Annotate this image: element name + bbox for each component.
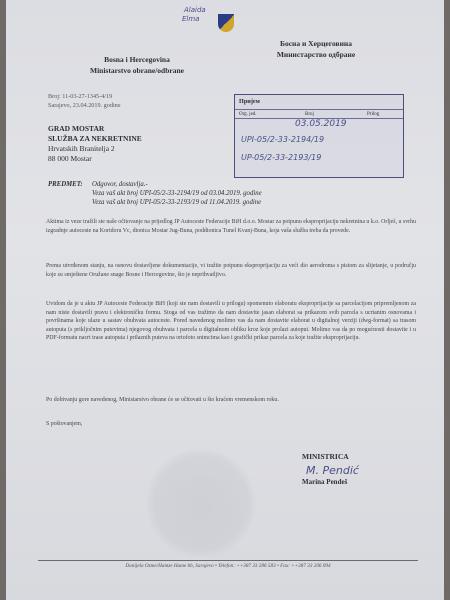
document-number: Broj: 11-03-27-1345-4/19 [48,93,113,100]
document-page [6,0,444,600]
stamp-col-c: Prilog [367,112,380,117]
subject-line: Veza vaš akt broj UPI-05/2-33-2193/19 od 11.04.2019. godine [92,199,262,206]
body-paragraph: Uvidom da je u aktu JP Autoceste Federacije BiH (koji ste nam dostavili u prilogu) spomenuto elaboratu eksproprijacije sa parcelacijom pripremljenom za nam niste dostavili pravu i elektroničku formu. Stoga od vas tražimo da nam dostavite jasan elaborat sa prikazom svih parcela s ucrtanim osnovama i površinama koje ulaze u sastav obuhvata autoceste. Pored navedenog molimo vas da nam dostavite elaborat u digitalnoj verziji (dwg-format) sa trasom autoputa (s prikljočnim putevima) njegovog obuhvata i parcela u digitalnom obliku kroz koje prolazi autoput. Molimo vas da po mogućnosti dostavite i u PDF-formatu nacrt trase autoputa i prilaznih puteva na ortofoto snimcima kao i grafički prikaz parcela za koje tražite eksproprijaciju. [46,301,416,342]
header-country-cyrillic: Босна и Херцеговина [280,39,352,48]
handwritten-note: Alaida [184,6,206,14]
recipient-block [48,124,142,164]
header-ministry: Ministarstvo obrane/odbrane [90,66,184,75]
received-stamp [234,94,404,178]
stamp-col-b: Broj [305,112,314,117]
subject-line: Odgovor, dostavlja.- [92,181,148,188]
recipient-city: GRAD MOSTAR [48,124,105,133]
header-country: Bosna i Hercegovina [104,55,170,64]
recipient-office: SLUŽBA ZA NEKRETNINE [48,134,142,143]
signoff-name: Marina Pendeš [302,478,348,486]
closing-line: S poštovanjem, [46,421,83,427]
stamp-ref: UPI-05/2-33-2194/19 [241,135,325,144]
stamp-col-a: Org. jed. [239,112,257,117]
subject-block [92,180,412,207]
footer-contact: Danijela Ozme/Hamze Hume bb, Sarajevo • Telefon: ++387 33 286 583 • Fax: ++387 33 206 094 [125,563,331,569]
stamp-ref: UP-05/2-33-2193/19 [241,153,322,162]
coat-of-arms-icon [218,14,234,32]
stamp-date: 03.05.2019 [295,119,347,129]
signoff-title: MINISTRICA [302,452,349,461]
header-ministry-cyrillic: Министарство одбране [276,50,356,59]
subject-label: PREDMET: [48,181,83,188]
header-left [78,54,196,76]
body-paragraph: Po dobivanju gore navedenog, Ministarstvo obrane će se očitovati u što kraćem vremenskom roku. [46,397,279,403]
signature: M. Pendić [306,464,359,477]
stamp-label: Приjем [239,98,260,105]
body-paragraph: Prema utvrđenom stanju, na osnovu dostavljene dokumentacije, vi tražite potpunu eksproprijaciju za veći dio aerodroma s pistom za slijetanje, u području koje su smještene Oružane snage Bosne i Hercegovine, što je neprihvatljivo. [46,263,416,278]
handwritten-note: Elma [182,15,200,23]
subject-line: Veza vaš akt broj UPI-05/2-33-2194/19 od 03.04.2019. godine [92,190,262,197]
reference-block [48,92,121,110]
recipient-postal: 88 000 Mostar [48,154,92,163]
body-paragraph: Aktima iz veze tražili ste naše očitovanje na prijedlog JP Autoceste Federacije BiH d.o.o. Mostar za potpunu eksproprijaciju nekretnina u k.o. Orlješ, u svrhu izgradnje autoceste na Koridoru Vc, dionica Mostar Jug-Buna, poddionica Tunel Kvanj-Buna, koja vaša služba treba da provede. [46,219,416,234]
recipient-street: Hrvatskih Branitelja 2 [48,144,115,153]
footer-divider [38,560,418,561]
header-right [256,38,376,60]
document-date: Sarajevo, 23.04.2019. godine [48,102,121,109]
official-round-stamp [146,448,256,558]
